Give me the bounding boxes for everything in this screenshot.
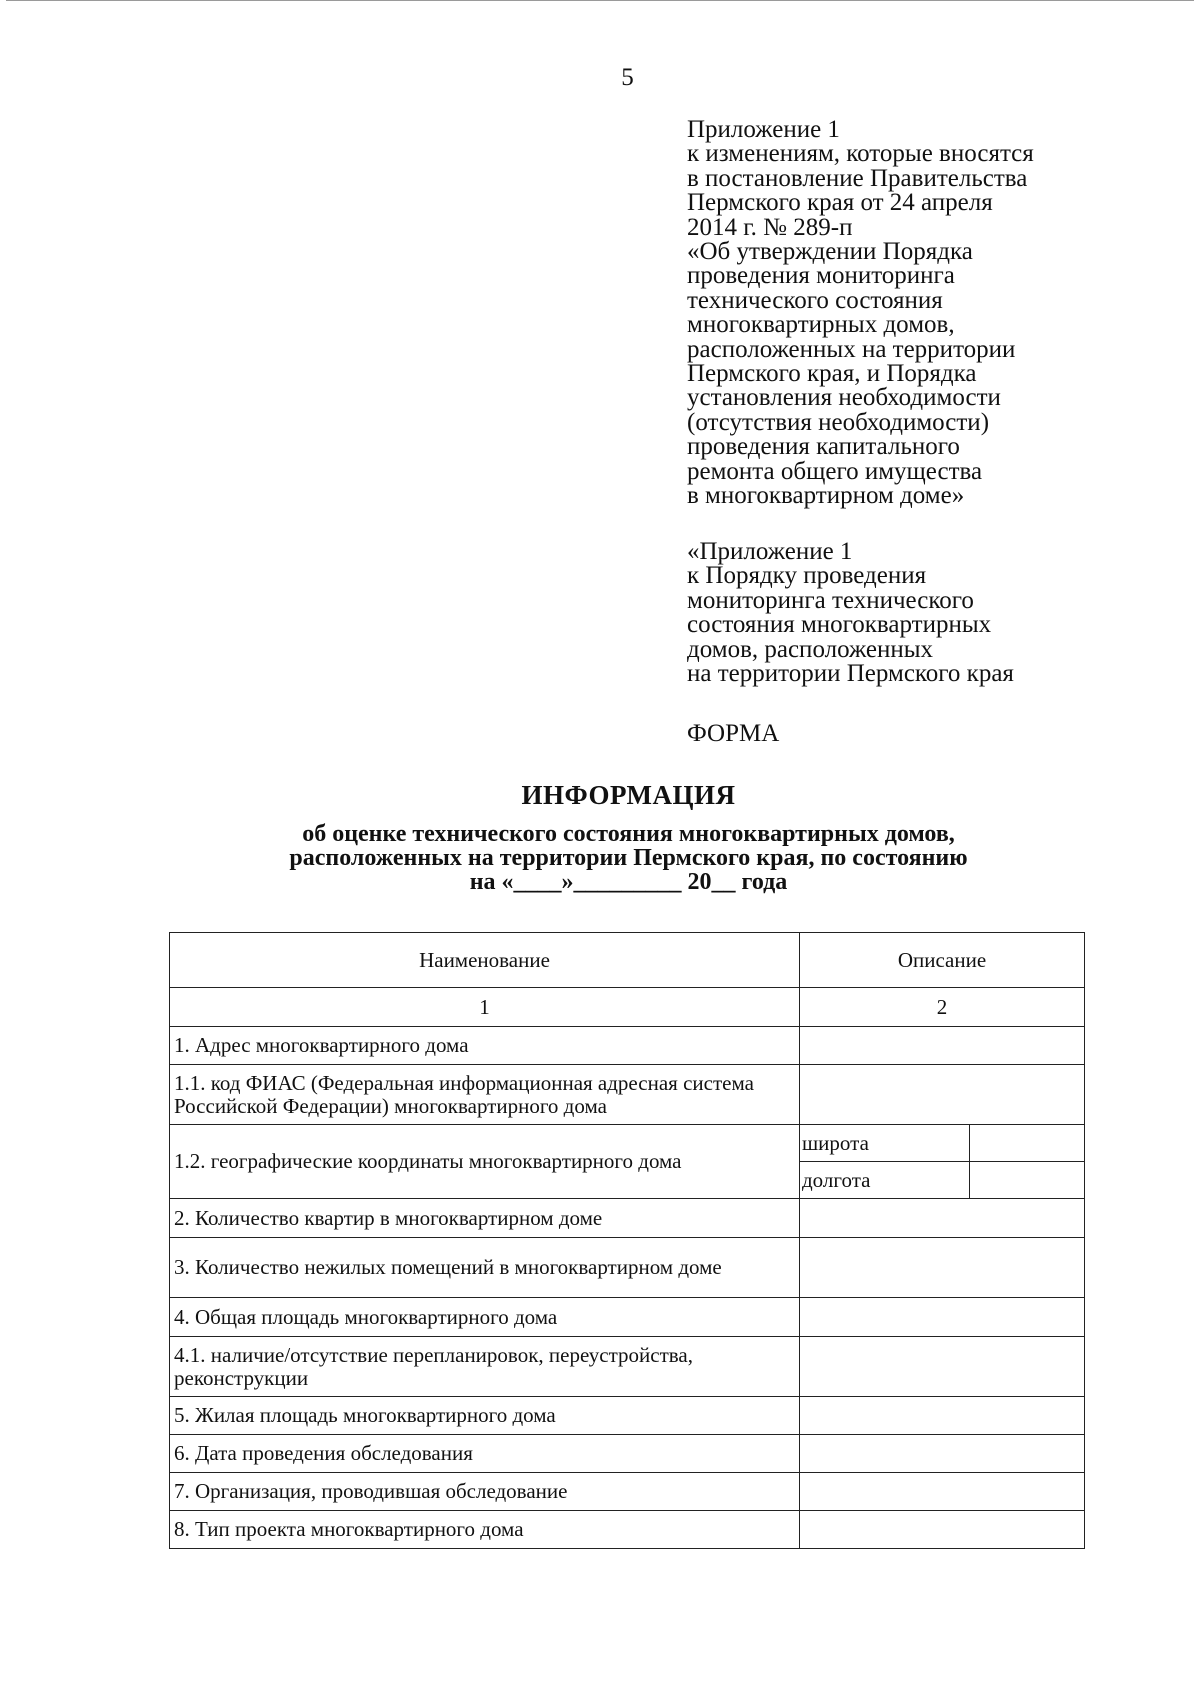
row-label: 3. Количество нежилых помещений в многоквартирном доме — [170, 1238, 800, 1298]
annex-1-line: установления необходимости — [687, 384, 1001, 412]
table-row — [170, 1125, 1085, 1162]
column-number: 2 — [800, 988, 1085, 1027]
row-value-cell — [800, 1199, 1085, 1238]
table-row — [170, 1238, 1085, 1298]
annex-1-line: технического состояния — [687, 286, 943, 314]
row-value-cell — [800, 1511, 1085, 1549]
longitude-label: долгота — [800, 1162, 970, 1199]
table-row — [170, 1511, 1085, 1549]
latitude-value-cell — [970, 1125, 1085, 1162]
row-value-cell — [800, 1337, 1085, 1397]
document-title: ИНФОРМАЦИЯ — [521, 780, 736, 810]
annex-2-line: к Порядку проведения — [687, 562, 927, 590]
form-label: ФОРМА — [687, 720, 780, 747]
subtitle-line: на «____»_________ 20__ года — [469, 869, 788, 895]
annex-1-line: Приложение 1 — [687, 116, 840, 143]
annex-1-heading — [687, 118, 1107, 509]
column-number-row — [170, 988, 1085, 1027]
annex-1-line: проведения мониторинга — [687, 262, 955, 290]
row-value-cell — [800, 1473, 1085, 1511]
annex-1-line: в многоквартирном доме» — [687, 482, 965, 510]
table-row — [170, 1435, 1085, 1473]
page-number: 5 — [621, 64, 634, 91]
annex-1-line: расположенных на территории — [687, 335, 1016, 363]
row-label: 8. Тип проекта многоквартирного дома — [170, 1511, 800, 1549]
table-row — [170, 1027, 1085, 1065]
row-value-cell — [800, 1065, 1085, 1125]
annex-1-line: (отсутствия необходимости) — [687, 408, 990, 436]
annex-2-line: «Приложение 1 — [687, 538, 853, 565]
row-value-cell — [800, 1435, 1085, 1473]
longitude-value-cell — [970, 1162, 1085, 1199]
header-description: Описание — [800, 933, 1085, 988]
annex-1-line: Пермского края от 24 апреля — [687, 189, 993, 217]
row-label: 1.2. географические координаты многоквартирного дома — [170, 1125, 800, 1199]
row-label: 7. Организация, проводившая обследование — [170, 1473, 800, 1511]
annex-1-line: проведения капитального — [687, 433, 960, 461]
table-row — [170, 1397, 1085, 1435]
table-header-row — [170, 933, 1085, 988]
annex-1-line: многоквартирных домов, — [687, 311, 955, 339]
table-row — [170, 1473, 1085, 1511]
row-value-cell — [800, 1027, 1085, 1065]
annex-2-line: мониторинга технического — [687, 586, 974, 614]
header-name: Наименование — [170, 933, 800, 988]
table-row — [170, 1199, 1085, 1238]
row-label: 2. Количество квартир в многоквартирном доме — [170, 1199, 800, 1238]
annex-1-line: к изменениям, которые вносятся — [687, 140, 1034, 168]
annex-1-line: 2014 г. № 289-п — [687, 213, 853, 241]
latitude-label: широта — [800, 1125, 970, 1162]
row-label: 6. Дата проведения обследования — [170, 1435, 800, 1473]
table-row — [170, 1065, 1085, 1125]
annex-1-line: Пермского края, и Порядка — [687, 360, 977, 388]
row-label: 4. Общая площадь многоквартирного дома — [170, 1298, 800, 1337]
scan-edge — [6, 0, 1194, 3]
table-row — [170, 1337, 1085, 1397]
document-subtitle — [0, 822, 1200, 894]
row-value-cell — [800, 1397, 1085, 1435]
annex-2-line: домов, расположенных — [687, 635, 934, 663]
annex-2-heading — [687, 540, 1107, 686]
row-label: 4.1. наличие/отсутствие перепланировок, переустройства, реконструкции — [170, 1337, 800, 1397]
row-label: 1.1. код ФИАС (Федеральная информационная адресная система Российской Федерации) многоквартирного дома — [170, 1065, 800, 1125]
annex-1-line: в постановление Правительства — [687, 164, 1028, 192]
annex-1-line: «Об утверждении Порядка — [687, 238, 973, 266]
annex-2-line: состояния многоквартирных — [687, 611, 992, 639]
information-table — [169, 932, 1085, 1549]
subtitle-line: об оценке технического состояния многоквартирных домов, — [302, 821, 955, 847]
row-label: 5. Жилая площадь многоквартирного дома — [170, 1397, 800, 1435]
row-value-cell — [800, 1238, 1085, 1298]
subtitle-line: расположенных на территории Пермского края, по состоянию — [289, 845, 968, 871]
column-number: 1 — [170, 988, 800, 1027]
table-row — [170, 1298, 1085, 1337]
annex-1-line: ремонта общего имущества — [687, 457, 983, 485]
annex-2-line: на территории Пермского края — [687, 660, 1014, 688]
row-label: 1. Адрес многоквартирного дома — [170, 1027, 800, 1065]
row-value-cell — [800, 1298, 1085, 1337]
